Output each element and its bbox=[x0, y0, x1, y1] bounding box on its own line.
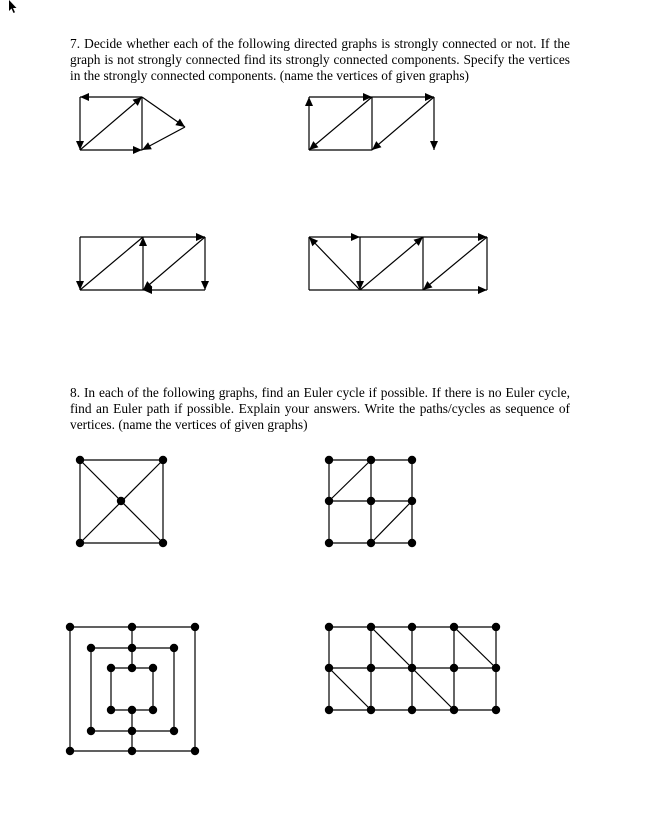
directed-graph-3 bbox=[70, 228, 215, 298]
directed-graph-4-edges bbox=[309, 237, 487, 290]
directed-graph-1 bbox=[70, 88, 200, 158]
directed-graph-2 bbox=[300, 88, 445, 158]
arrowhead bbox=[423, 281, 432, 290]
arrowhead bbox=[80, 93, 89, 101]
arrowhead bbox=[175, 119, 185, 127]
problem-8-text: 8. In each of the following graphs, find an Euler cycle if possible. If there is no Euler cycle, find an Euler path if possible. Explain your answers. Write the paths/cycles as sequence of vertices. (name the vertices of given graphs) bbox=[70, 385, 570, 432]
arrowhead bbox=[478, 233, 487, 241]
arrowhead bbox=[139, 237, 147, 246]
arrowhead bbox=[478, 286, 487, 294]
problem-7-text: 7. Decide whether each of the following directed graphs is strongly connected or not. If the graph is not strongly connected find its strongly connected components. Specify the vertices in the strongly connected components. (name the vertices of given graphs) bbox=[70, 36, 570, 83]
arrowhead bbox=[351, 233, 360, 241]
arrowhead bbox=[201, 281, 209, 290]
directed-graph-4 bbox=[300, 228, 500, 298]
arrowhead bbox=[76, 141, 84, 150]
undirected-graph-1 bbox=[70, 450, 175, 555]
directed-graph-2-edges bbox=[309, 97, 434, 150]
arrowhead bbox=[430, 141, 438, 150]
problem-8 bbox=[70, 385, 570, 433]
arrowhead bbox=[305, 97, 313, 106]
arrowhead bbox=[133, 146, 142, 154]
mouse-pointer-icon bbox=[8, 0, 20, 14]
problem-7 bbox=[70, 36, 570, 84]
undirected-graph-4 bbox=[318, 617, 508, 722]
arrowhead bbox=[196, 233, 205, 241]
undirected-graph-3 bbox=[60, 617, 205, 762]
arrowhead bbox=[363, 93, 372, 101]
arrowhead bbox=[425, 93, 434, 101]
arrowhead bbox=[76, 281, 84, 290]
arrowhead bbox=[356, 281, 364, 290]
undirected-graph-2 bbox=[318, 450, 424, 555]
directed-graph-1-edges bbox=[80, 97, 185, 150]
